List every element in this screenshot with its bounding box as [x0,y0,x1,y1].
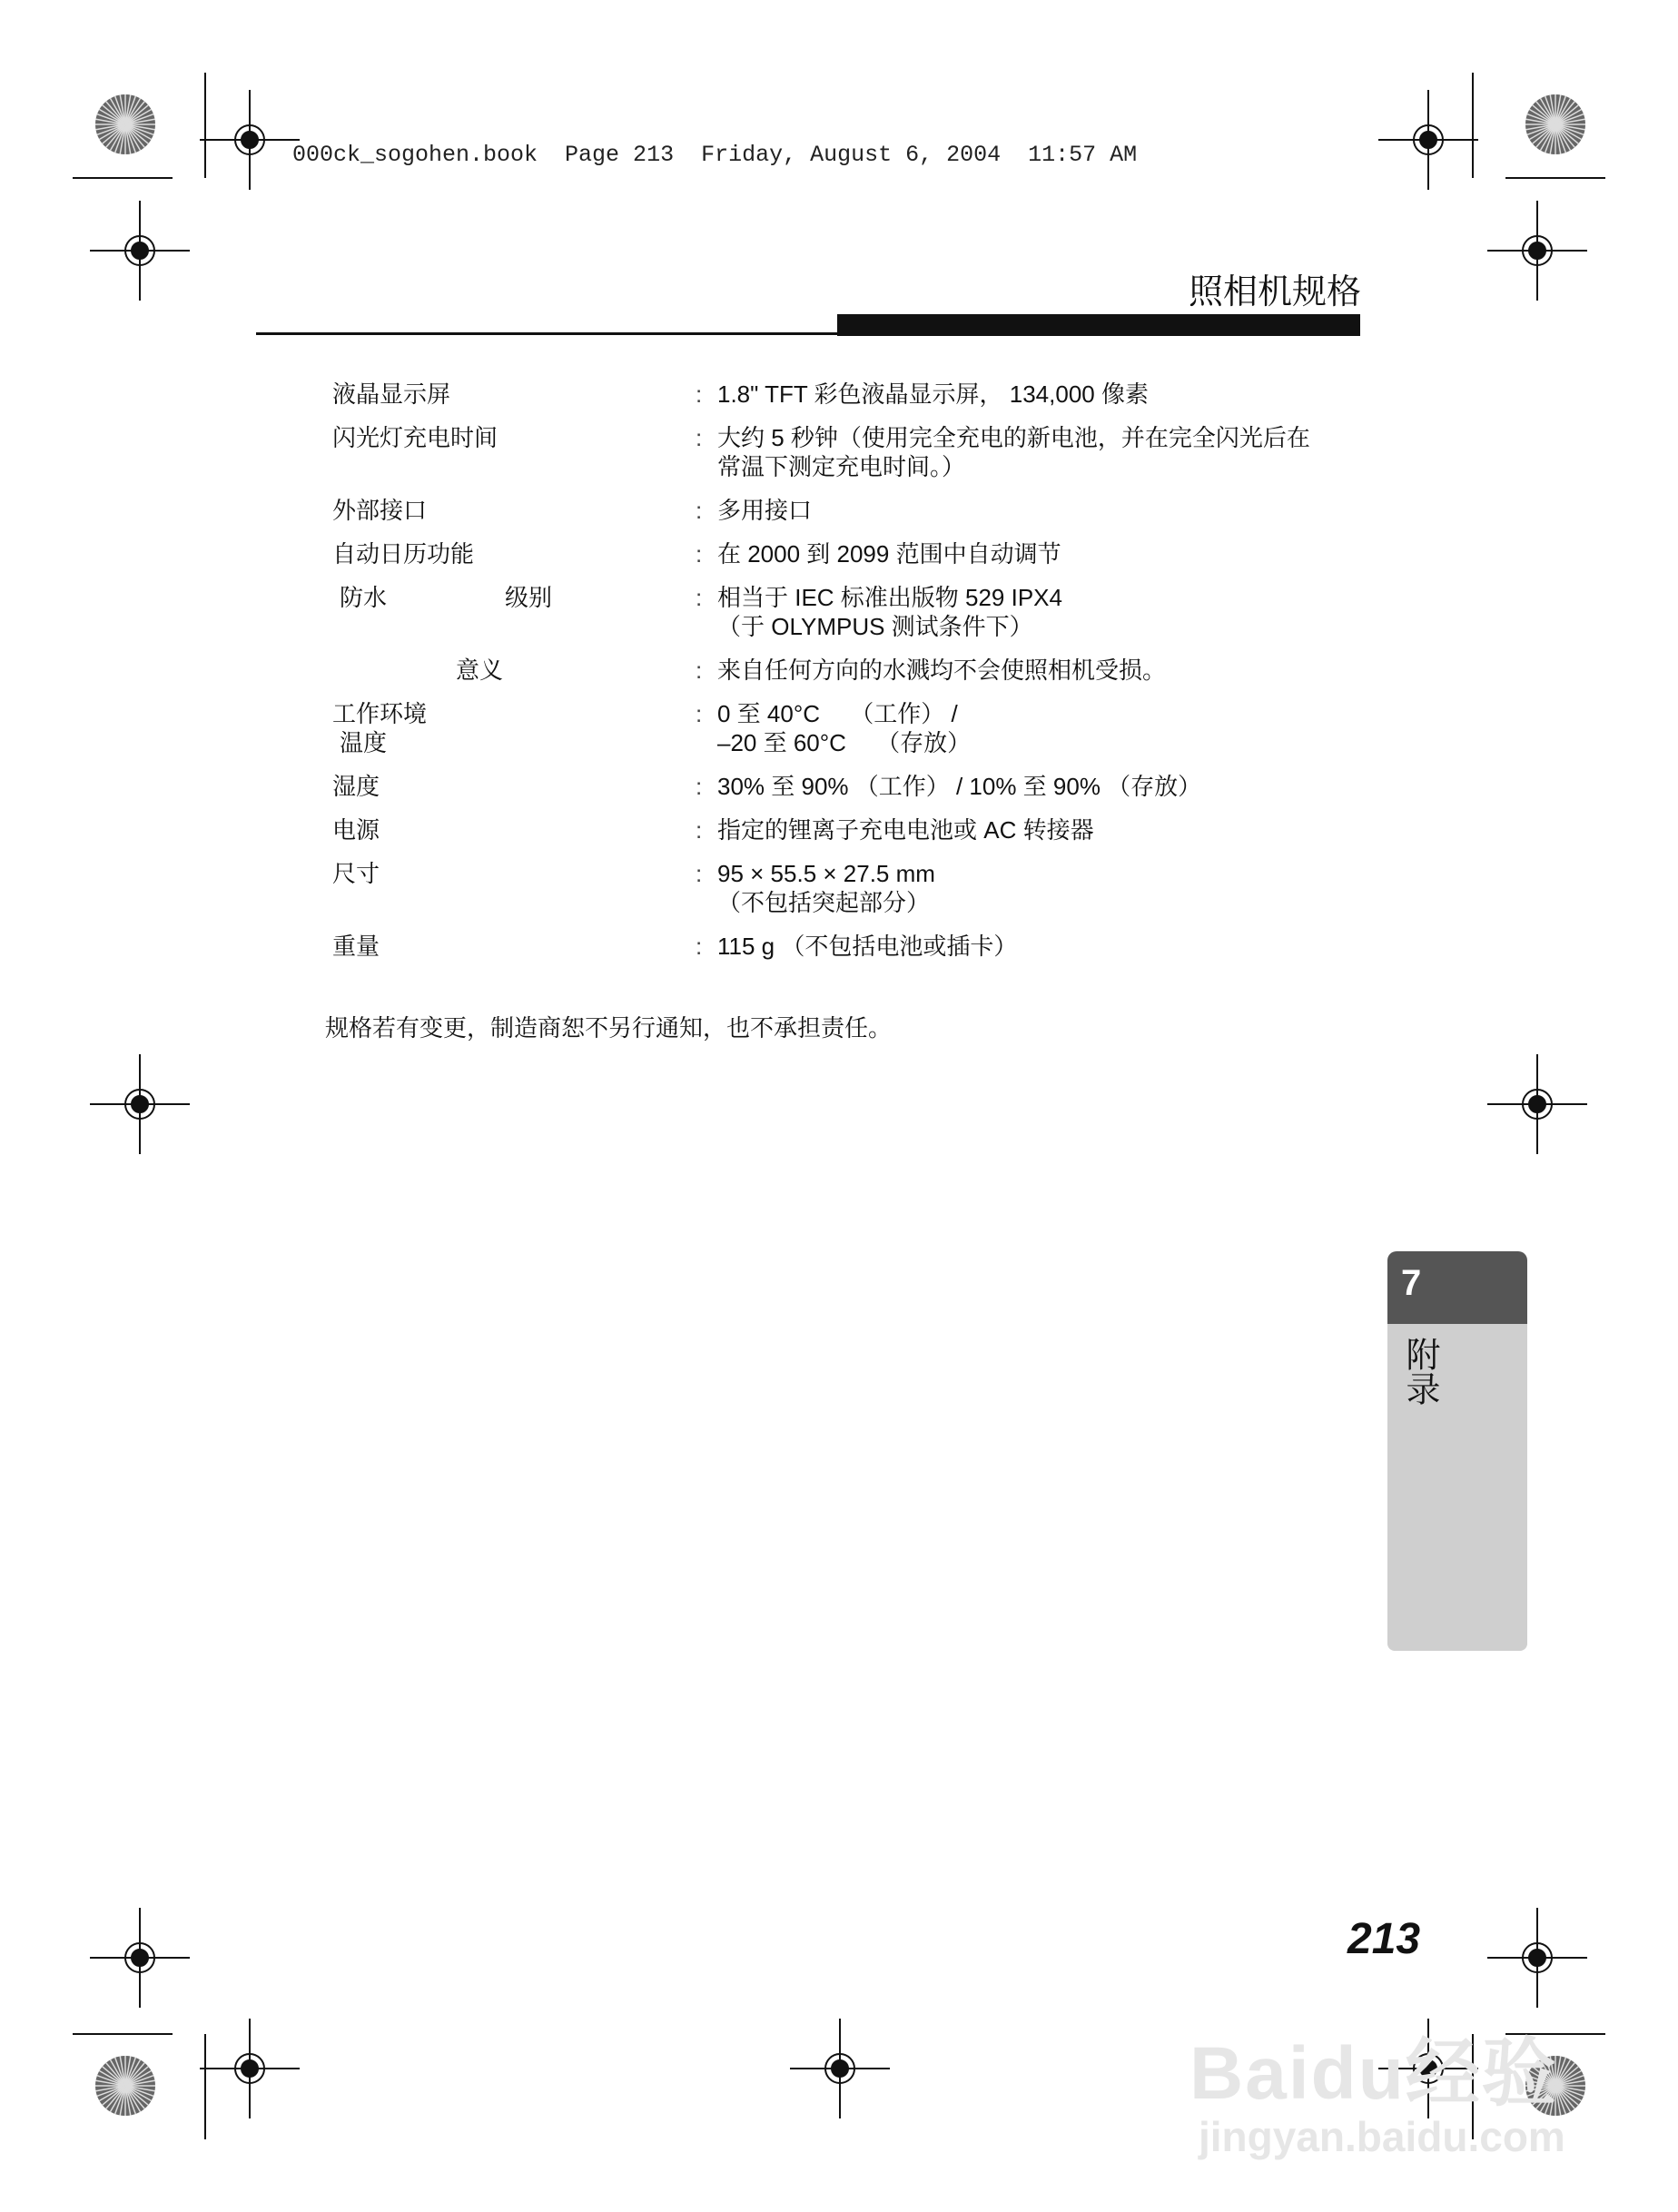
spec-colon: : [696,497,703,524]
spec-colon: : [696,816,703,844]
spec-colon: : [696,773,703,800]
watermark-url: jingyan.baidu.com [1199,2113,1565,2160]
spec-value: 0 至 40°C （工作） / –20 至 60°C （存放） [717,700,972,756]
registration-cross [1420,132,1436,148]
title-rule-thick [837,314,1360,336]
registration-cross [1529,1096,1545,1112]
page-title: 照相机规格 [1188,273,1361,311]
spec-colon: : [696,657,703,684]
spec-row [332,423,1367,481]
registration-cross [242,132,258,148]
spec-label: 尺寸 [332,860,380,887]
spec-value: 多用接口 [717,497,813,524]
spec-label: 重量 [332,933,380,960]
registration-cross [132,1096,148,1112]
spec-value: 30% 至 90% （工作） / 10% 至 90% （存放） [717,773,1202,800]
spec-label [332,656,696,685]
registration-cross [832,2060,848,2077]
spec-row [332,496,1367,525]
spec-label: 防水 级别 [340,584,553,611]
spec-value: 相当于 IEC 标准出版物 529 IPX4 （于 OLYMPUS 测试条件下） [717,584,1062,640]
disclaimer-note: 规格若有变更，制造商恕不另行通知，也不承担责任。 [325,1014,893,1042]
page-number: 213 [1347,1915,1421,1963]
spec-row [332,656,1367,685]
spec-colon: : [696,540,703,568]
spec-label: 工作环境 温度 [332,700,428,756]
spec-row [332,859,1367,917]
spec-row [332,932,1367,961]
chapter-number: 7 [1401,1263,1422,1303]
chapter-label: 附录 [1400,1337,1438,1406]
watermark-text: Baidu经验 [1189,2032,1558,2115]
spec-colon: : [696,860,703,887]
spec-label: 液晶显示屏 [332,380,451,408]
spec-value: 指定的锂离子充电电池或 AC 转接器 [717,816,1094,844]
registration-cross [132,1950,148,1966]
spec-row [332,699,1367,757]
registration-cross [1529,242,1545,259]
watermark-logo [1189,2014,1571,2168]
spec-label: 闪光灯充电时间 [332,424,498,451]
spec-row [332,539,1367,568]
title-rule-thin [256,332,837,335]
spec-colon: : [696,584,703,611]
spec-value: 在 2000 到 2099 范围中自动调节 [717,540,1061,568]
spec-value: 大约 5 秒钟（使用完全充电的新电池，并在完全闪光后在 常温下测定充电时间。） [717,424,1310,480]
spec-value: 1.8" TFT 彩色液晶显示屏， 134,000 像素 [717,380,1149,408]
registration-cross [132,242,148,259]
spec-sublabel: 级别 [505,584,553,611]
spec-label: 电源 [332,816,380,844]
spec-colon: : [696,380,703,408]
spec-value: 115 g （不包括电池或插卡） [717,933,1018,960]
spec-colon: : [696,424,703,451]
spec-value: 来自任何方向的水溅均不会使照相机受损。 [717,657,1167,684]
spec-row [332,583,1367,641]
registration-cross [1529,1950,1545,1966]
spec-value: 95 × 55.5 × 27.5 mm （不包括突起部分） [717,860,935,916]
spec-colon: : [696,700,703,727]
spec-row [332,772,1367,801]
spec-colon: : [696,933,703,960]
registration-cross [242,2060,258,2077]
spec-label: 湿度 [332,773,380,800]
spec-row [332,380,1367,409]
spec-label: 自动日历功能 [332,540,475,568]
spec-sublabel: 意义 [456,657,504,684]
file-header-meta: 000ck_sogohen.book Page 213 Friday, August 6, 2004 11:57 AM [292,142,1138,168]
spec-table [332,380,1367,975]
spec-row [332,815,1367,844]
spec-label: 外部接口 [332,497,428,524]
